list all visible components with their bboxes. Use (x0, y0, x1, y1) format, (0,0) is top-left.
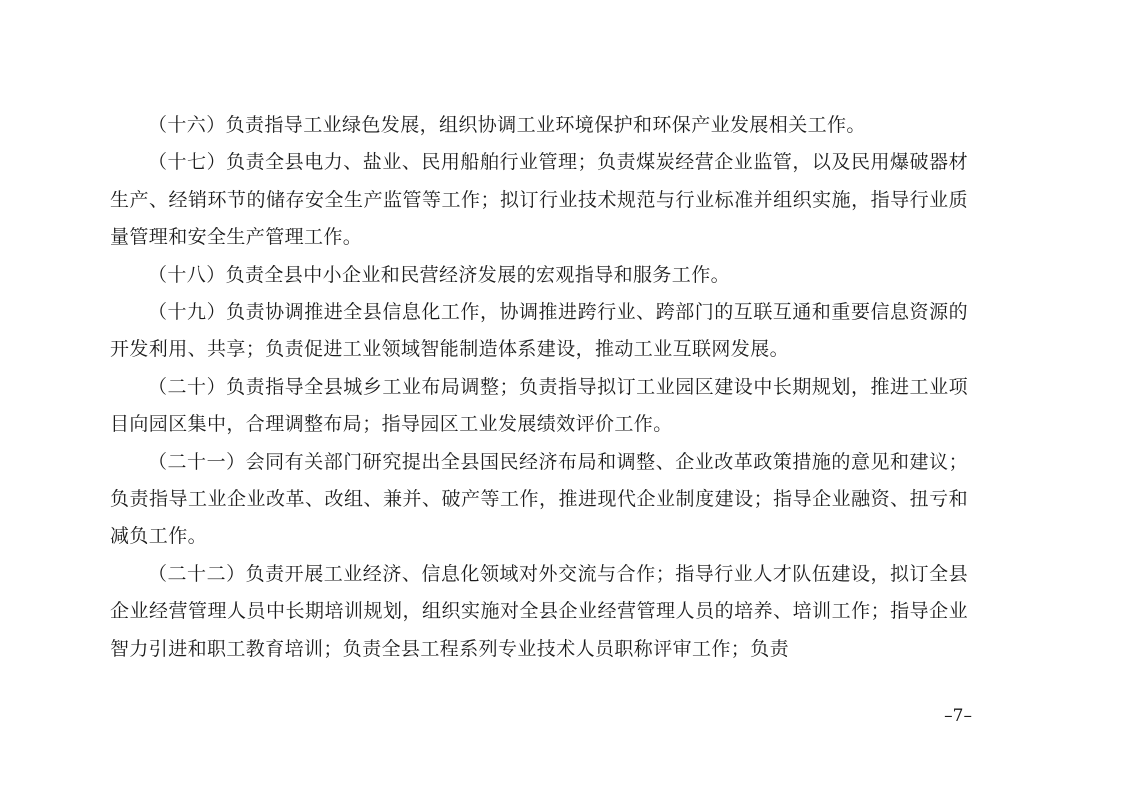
paragraph-17: （十七）负责全县电力、盐业、民用船舶行业管理；负责煤炭经营企业监管，以及民用爆破器材生产、经销环节的储存安全生产监管等工作；拟订行业技术规范与行业标准并组织实施，指导行业质量管理和安全生产管理工作。 (110, 151, 968, 249)
paragraph-22: （二十二）负责开展工业经济、信息化领域对外交流与合作；指导行业人才队伍建设，拟订全县企业经营管理人员中长期培训规划，组织实施对全县企业经营管理人员的培养、培训工作；指导企业智力引进和职工教育培训；负责全县工程系列专业技术人员职称评审工作；负责 (110, 562, 968, 660)
page-number: –7– (944, 706, 972, 726)
paragraph-20: （二十）负责指导全县城乡工业布局调整；负责指导拟订工业园区建设中长期规划，推进工业项目向园区集中，合理调整布局；指导园区工业发展绩效评价工作。 (110, 375, 968, 436)
document-body (110, 107, 968, 668)
paragraph-18: （十八）负责全县中小企业和民营经济发展的宏观指导和服务工作。 (148, 263, 731, 286)
paragraph-19: （十九）负责协调推进全县信息化工作，协调推进跨行业、跨部门的互联互通和重要信息资源的开发利用、共享；负责促进工业领域智能制造体系建设，推动工业互联网发展。 (110, 301, 968, 361)
paragraph-21: （二十一）会同有关部门研究提出全县国民经济布局和调整、企业改革政策措施的意见和建议；负责指导工业企业改革、改组、兼并、破产等工作，推进现代企业制度建设；指导企业融资、扭亏和减负工作。 (110, 450, 968, 548)
paragraph-16: （十六）负责指导工业绿色发展，组织协调工业环境保护和环保产业发展相关工作。 (148, 114, 866, 136)
